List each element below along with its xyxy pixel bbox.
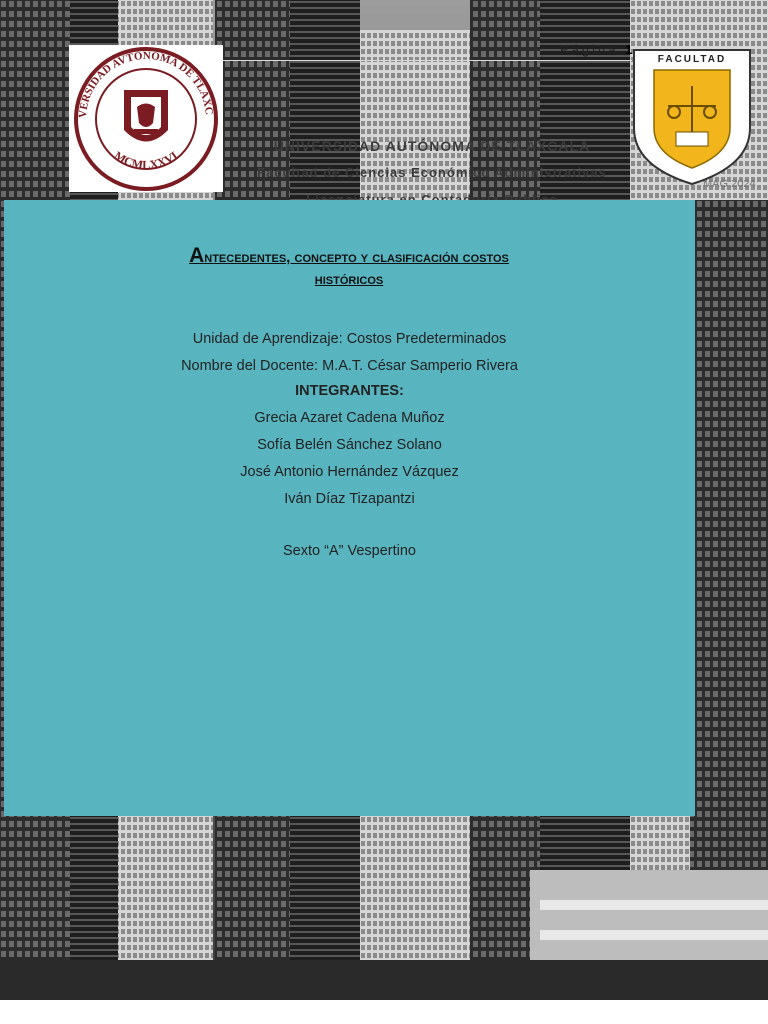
header-rule <box>222 60 632 61</box>
page-number: 1 <box>625 42 633 57</box>
faculty-shield-logo <box>630 46 754 186</box>
title-line-1: ntecedentes, concepto y clasificación costos <box>204 249 509 266</box>
title-line-2: históricos <box>314 271 384 288</box>
page-number-label <box>560 42 632 57</box>
page-label: Página <box>560 42 619 57</box>
svg-text:UNIVERSIDAD AVTÓNOMA DE TLAXCA: VERSIDAD AVTÓNOMA DE TLAXC <box>76 49 215 119</box>
university-name: UNIVERSIDAD AUTÓNOMA DE TLAXCALA <box>273 138 591 154</box>
member-2: Sofía Belén Sánchez Solano <box>257 437 442 453</box>
date-fragment: MAG 2024 <box>703 178 756 190</box>
teacher-name: Nombre del Docente: M.A.T. César Samperio Rivera <box>181 358 518 374</box>
university-seal-logo <box>69 45 223 192</box>
title-first-letter: A <box>189 244 205 267</box>
svg-text:FACULTAD: FACULTAD <box>657 54 727 65</box>
document-title <box>64 245 634 291</box>
member-3: José Antonio Hernández Vázquez <box>240 464 459 480</box>
member-1: Grecia Azaret Cadena Muñoz <box>254 410 445 426</box>
member-4: Iván Díaz Tizapantzi <box>284 491 415 507</box>
members-heading: INTEGRANTES: <box>295 383 404 399</box>
title-panel <box>4 200 695 816</box>
svg-text:MCMLXXVI: MCMLXXVI <box>111 148 181 172</box>
learning-unit: Unidad de Aprendizaje: Costos Predeterminados <box>192 331 507 347</box>
faculty-name: Facultad de Ciencias Económico Administrativas <box>257 165 607 180</box>
group-name: Sexto “A” Vespertino <box>283 543 416 559</box>
